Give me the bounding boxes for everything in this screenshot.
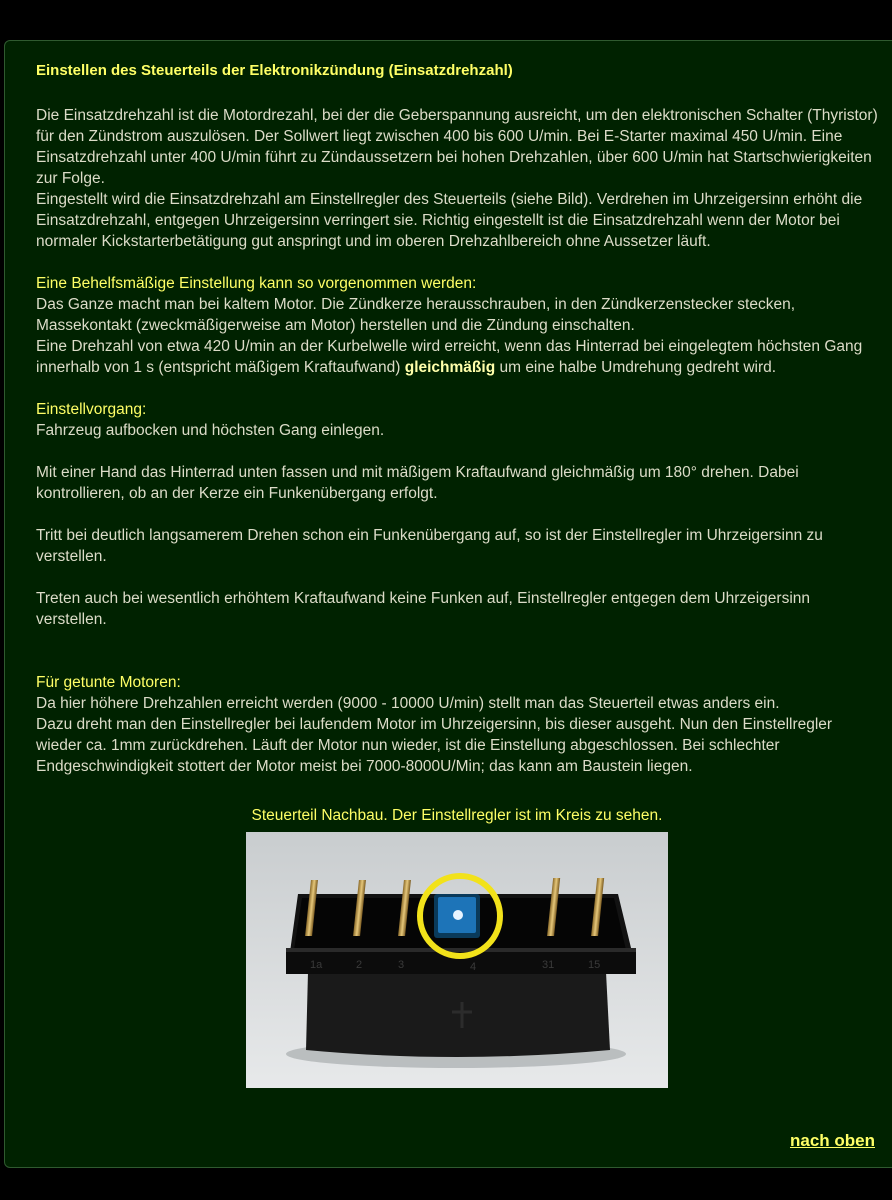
photo-container: [36, 832, 878, 1088]
makeshift-line-2a: Eine Drehzahl von etwa 420 U/min an der Kurbelwelle wird erreicht, wenn das Hinterrad bei eingelegtem höchsten Gang innerhalb von 1 s (entspricht mäßigem Kraftaufwand): [36, 338, 863, 376]
procedure-step-2: Mit einer Hand das Hinterrad unten fassen und mit mäßigem Kraftaufwand gleichmäßig um 180° drehen. Dabei kontrollieren, ob an der Kerze ein Funkenübergang erfolgt.: [36, 464, 799, 502]
tuned-heading: Für getunte Motoren:: [36, 674, 181, 691]
content-panel: [4, 40, 892, 1168]
procedure-section: [36, 399, 878, 441]
pin-label-3: 3: [398, 959, 405, 971]
intro-paragraph: [36, 105, 878, 252]
makeshift-section: [36, 273, 878, 378]
article: [36, 60, 878, 1088]
pin-label-31: 31: [542, 959, 555, 971]
tuned-line-1: Da hier höhere Drehzahlen erreicht werden (9000 - 10000 U/min) stellt man das Steuerteil etwas anders ein.: [36, 695, 780, 712]
intro-text-1: Die Einsatzdrehzahl ist die Motordrezahl, bei der die Geberspannung ausreicht, um den elektronischen Schalter (Thyristor) für den Zündstrom auszulösen. Der Sollwert liegt zwischen 400 bis 600 U/min. Bei E-Starter maximal 450 U/min. Eine Einsatzdrehzahl unter 400 U/min führt zu Zündaussetzern bei hohen Drehzahlen, über 600 U/min hat Startschwierigkeiten zur Folge.: [36, 107, 878, 187]
procedure-step-1: Fahrzeug aufbocken und höchsten Gang einlegen.: [36, 422, 385, 439]
intro-text-2: Eingestellt wird die Einsatzdrehzahl am Einstellregler des Steuerteils (siehe Bild). Verdrehen im Uhrzeigersinn erhöht die Einsatzdrehzahl, entgegen Uhrzeigersinn verringert sie. Richtig eingestellt ist die Einsatzdrehzahl wenn der Motor bei normaler Kickstarterbetätigung gut anspringt und im oberen Drehzahlbereich ohne Aussetzer läuft.: [36, 191, 863, 250]
procedure-step-3: Tritt bei deutlich langsamerem Drehen schon ein Funkenübergang auf, so ist der Einstellregler im Uhrzeigersinn zu verstellen.: [36, 527, 823, 565]
makeshift-line-2b: um eine halbe Umdrehung gedreht wird.: [495, 359, 777, 376]
procedure-step-4: Treten auch bei wesentlich erhöhtem Kraftaufwand keine Funken auf, Einstellregler entgegen dem Uhrzeigersinn verstellen.: [36, 590, 811, 628]
pin-label-15: 15: [588, 959, 601, 971]
tuned-section: [36, 672, 878, 777]
control-unit-photo: [246, 832, 668, 1088]
page-title: Einstellen des Steuerteils der Elektronikzündung (Einsatzdrehzahl): [36, 62, 513, 79]
tuned-line-2: Dazu dreht man den Einstellregler bei laufendem Motor im Uhrzeigersinn, bis dieser ausgeht. Nun den Einstellregler wieder ca. 1mm zurückdrehen. Läuft der Motor nun wieder, ist die Einstellung abgeschlossen. Bei schlechter Endgeschwindigkeit stottert der Motor meist bei 7000-8000U/Min; das kann am Baustein liegen.: [36, 716, 833, 775]
back-to-top-link[interactable]: nach oben: [789, 1131, 875, 1150]
pin-label-4: 4: [470, 961, 477, 973]
makeshift-line-1: Das Ganze macht man bei kaltem Motor. Die Zündkerze herausschrauben, in den Zündkerzenstecker stecken, Massekontakt (zweckmäßigerweise am Motor) herstellen und die Zündung einschalten.: [36, 296, 796, 334]
pin-label-2: 2: [356, 959, 363, 971]
photo-caption: Steuerteil Nachbau. Der Einstellregler ist im Kreis zu sehen.: [251, 807, 663, 824]
pin-label-1a: 1a: [310, 959, 323, 971]
procedure-heading: Einstellvorgang:: [36, 401, 147, 418]
makeshift-emphasis: gleichmäßig: [404, 359, 496, 376]
makeshift-heading: Eine Behelfsmäßige Einstellung kann so vorgenommen werden:: [36, 275, 477, 292]
